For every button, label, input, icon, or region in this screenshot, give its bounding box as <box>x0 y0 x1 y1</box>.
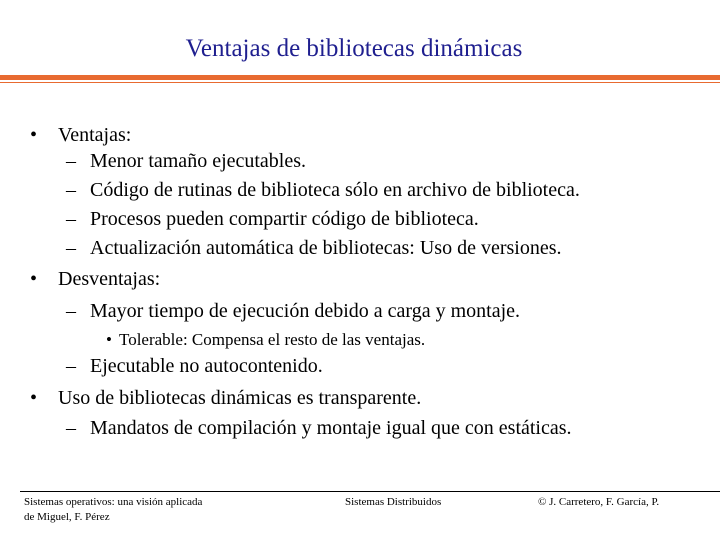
sub-bullet-text: Procesos pueden compartir código de biblioteca. <box>90 208 479 230</box>
sub-bullet-text: Menor tamaño ejecutables. <box>90 150 307 172</box>
bullet-text: Desventajas: <box>58 268 161 290</box>
dash-marker: – <box>66 208 76 230</box>
dash-marker: – <box>66 179 76 201</box>
footer-left-line1: Sistemas operativos: una visión aplicada <box>24 496 203 508</box>
dash-marker: – <box>66 300 76 322</box>
dash-marker: – <box>66 150 76 172</box>
footer-divider <box>20 491 720 492</box>
sub-bullet-text: Mandatos de compilación y montaje igual que con estáticas. <box>90 417 572 439</box>
footer-right: © J. Carretero, F. García, P. <box>538 496 660 508</box>
sub-bullet-text: Actualización automática de bibliotecas: Uso de versiones. <box>90 237 562 259</box>
footer-left-line2: de Miguel, F. Pérez <box>24 511 110 523</box>
sub-bullet-text: Código de rutinas de biblioteca sólo en archivo de biblioteca. <box>90 179 580 201</box>
footer-left <box>24 495 202 525</box>
title-divider-thin <box>0 82 720 83</box>
dash-marker: – <box>66 355 76 377</box>
bullet-marker: • <box>30 387 38 409</box>
dash-marker: – <box>66 417 76 439</box>
sub-sub-bullet-text: Tolerable: Compensa el resto de las ventajas. <box>119 330 426 349</box>
title-divider <box>0 75 720 80</box>
bullet-text: Ventajas: <box>58 124 132 146</box>
bullet-marker: • <box>30 268 38 290</box>
sub-bullet-text: Ejecutable no autocontenido. <box>90 355 323 377</box>
sub-bullet-text: Mayor tiempo de ejecución debido a carga y montaje. <box>90 300 521 322</box>
bullet-text: Uso de bibliotecas dinámicas es transparente. <box>58 387 422 409</box>
bullet-marker: • <box>30 124 38 146</box>
slide-title: Ventajas de bibliotecas dinámicas <box>185 35 523 62</box>
footer-center: Sistemas Distribuidos <box>345 496 442 508</box>
dash-marker: – <box>66 237 76 259</box>
bullet-marker: • <box>106 330 112 349</box>
